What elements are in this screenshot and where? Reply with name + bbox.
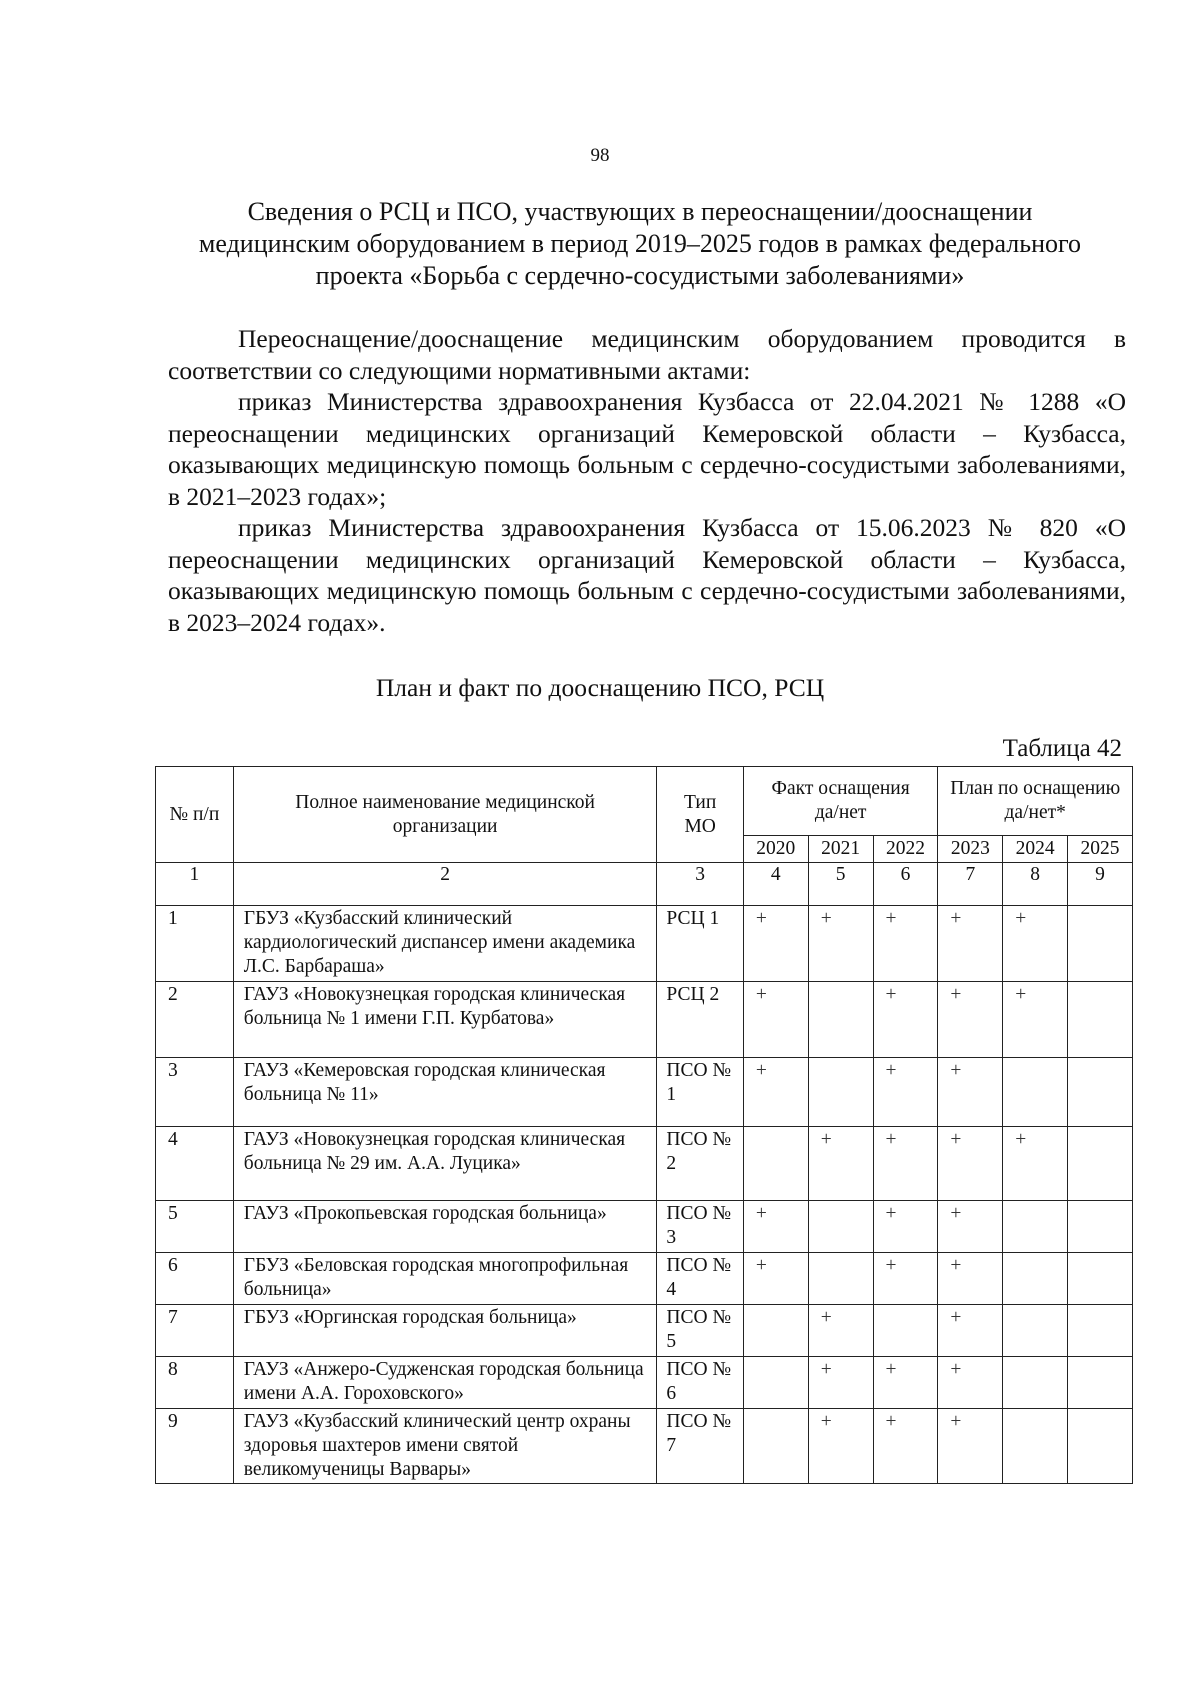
- equipment-mark: [1068, 1058, 1133, 1127]
- equipment-mark: [1003, 1253, 1068, 1305]
- header-year: 2023: [938, 836, 1003, 863]
- organization-type: РСЦ 1: [657, 906, 743, 982]
- title-line: проекта «Борьба с сердечно-сосудистыми заболеваниями»: [315, 261, 965, 290]
- equipment-mark: +: [873, 1409, 938, 1484]
- intro-paragraph: Переоснащение/дооснащение медицинским оборудованием проводится в соответствии со следующими нормативными актами:: [168, 324, 1126, 385]
- row-number: 6: [156, 1253, 234, 1305]
- header-fact: Факт оснащения да/нет: [743, 767, 938, 836]
- organization-name: ГАУЗ «Кузбасский клинический центр охраны здоровья шахтеров имени святой великомученицы Варвары»: [233, 1409, 657, 1484]
- equipment-mark: +: [743, 1058, 808, 1127]
- equipment-mark: +: [1003, 1127, 1068, 1201]
- equipment-mark: +: [808, 1357, 873, 1409]
- row-number: 7: [156, 1305, 234, 1357]
- organization-type: ПСО № 3: [657, 1201, 743, 1253]
- equipment-mark: [873, 1305, 938, 1357]
- equipment-mark: +: [873, 982, 938, 1058]
- equipment-mark: [1068, 1253, 1133, 1305]
- organization-name: ГАУЗ «Новокузнецкая городская клиническая больница № 29 им. А.А. Луцика»: [233, 1127, 657, 1201]
- organization-type: ПСО № 2: [657, 1127, 743, 1201]
- row-number: 9: [156, 1409, 234, 1484]
- organization-name: ГАУЗ «Анжеро-Судженская городская больница имени А.А. Гороховского»: [233, 1357, 657, 1409]
- column-number: 8: [1003, 863, 1068, 906]
- equipment-mark: [1003, 1409, 1068, 1484]
- equipment-mark: [808, 1253, 873, 1305]
- equipment-mark: [1068, 906, 1133, 982]
- table-row: [156, 1253, 1133, 1305]
- equipment-mark: +: [873, 1058, 938, 1127]
- organization-type: ПСО № 5: [657, 1305, 743, 1357]
- equipment-mark: +: [1003, 906, 1068, 982]
- page-number: 98: [590, 145, 610, 166]
- table-row: [156, 906, 1133, 982]
- equipment-mark: +: [873, 1201, 938, 1253]
- column-number-row: [156, 863, 1133, 906]
- order-paragraph-1: приказ Министерства здравоохранения Кузбасса от 22.04.2021 № 1288 «О переоснащении медицинских организаций Кемеровской области – Кузбасса, оказывающих медицинскую помощь больным с сердечно-сосудистыми заболеваниями, в 2021–2023 годах»;: [168, 387, 1126, 511]
- equipment-mark: +: [873, 1357, 938, 1409]
- equipment-mark: [1003, 1058, 1068, 1127]
- equipment-mark: +: [808, 1305, 873, 1357]
- header-year: 2025: [1068, 836, 1133, 863]
- title-line: Сведения о РСЦ и ПСО, участвующих в переоснащении/дооснащении: [247, 197, 1033, 226]
- equipment-mark: +: [938, 982, 1003, 1058]
- equipment-mark: +: [938, 1058, 1003, 1127]
- equipment-mark: [1003, 1305, 1068, 1357]
- equipment-mark: +: [808, 906, 873, 982]
- equipment-mark: [808, 1201, 873, 1253]
- organization-name: ГАУЗ «Новокузнецкая городская клиническая больница № 1 имени Г.П. Курбатова»: [233, 982, 657, 1058]
- equipment-mark: +: [938, 1409, 1003, 1484]
- row-number: 2: [156, 982, 234, 1058]
- equipment-mark: [743, 1127, 808, 1201]
- column-number: 4: [743, 863, 808, 906]
- table-row: [156, 982, 1133, 1058]
- organization-name: ГБУЗ «Кузбасский клинический кардиологический диспансер имени академика Л.С. Барбараша»: [233, 906, 657, 982]
- column-number: 5: [808, 863, 873, 906]
- header-plan: План по оснащению да/нет*: [938, 767, 1133, 836]
- equipment-mark: +: [938, 906, 1003, 982]
- equipment-mark: +: [938, 1201, 1003, 1253]
- organization-name: ГБУЗ «Юргинская городская больница»: [233, 1305, 657, 1357]
- column-number: 3: [657, 863, 743, 906]
- equipment-mark: [1068, 982, 1133, 1058]
- organization-type: РСЦ 2: [657, 982, 743, 1058]
- row-number: 1: [156, 906, 234, 982]
- equipment-mark: [743, 1305, 808, 1357]
- organization-type: ПСО № 7: [657, 1409, 743, 1484]
- header-year: 2020: [743, 836, 808, 863]
- equipment-mark: [743, 1357, 808, 1409]
- organization-type: ПСО № 4: [657, 1253, 743, 1305]
- equipment-mark: [1003, 1201, 1068, 1253]
- equipment-mark: [1068, 1409, 1133, 1484]
- table-row: [156, 1058, 1133, 1127]
- document-title: [150, 196, 1130, 292]
- header-row: [156, 767, 1133, 836]
- header-no: № п/п: [156, 767, 234, 863]
- column-number: 1: [156, 863, 234, 906]
- equipment-mark: [743, 1409, 808, 1484]
- body-text: [168, 323, 1126, 638]
- equipment-mark: +: [808, 1127, 873, 1201]
- order-paragraph-2: приказ Министерства здравоохранения Кузбасса от 15.06.2023 № 820 «О переоснащении медицинских организаций Кемеровской области – Кузбасса, оказывающих медицинскую помощь больным с сердечно-сосудистыми заболеваниями, в 2023–2024 годах».: [168, 513, 1126, 637]
- row-number: 5: [156, 1201, 234, 1253]
- equipment-mark: +: [743, 906, 808, 982]
- table-row: [156, 1127, 1133, 1201]
- equipment-mark: [1003, 1357, 1068, 1409]
- equipment-mark: [1068, 1127, 1133, 1201]
- column-number: 7: [938, 863, 1003, 906]
- organization-name: ГАУЗ «Прокопьевская городская больница»: [233, 1201, 657, 1253]
- column-number: 6: [873, 863, 938, 906]
- table-row: [156, 1201, 1133, 1253]
- equipment-mark: [1068, 1357, 1133, 1409]
- row-number: 4: [156, 1127, 234, 1201]
- organization-type: ПСО № 1: [657, 1058, 743, 1127]
- equipment-mark: +: [873, 1127, 938, 1201]
- column-number: 9: [1068, 863, 1133, 906]
- table-subtitle: План и факт по дооснащению ПСО, РСЦ: [375, 673, 825, 702]
- equipment-mark: +: [743, 1253, 808, 1305]
- equipment-mark: +: [743, 1201, 808, 1253]
- equipment-mark: [808, 1058, 873, 1127]
- organization-type: ПСО № 6: [657, 1357, 743, 1409]
- table-label: Таблица 42: [1002, 735, 1122, 762]
- header-year: 2024: [1003, 836, 1068, 863]
- column-number: 2: [233, 863, 657, 906]
- equipment-mark: +: [1003, 982, 1068, 1058]
- table-row: [156, 1409, 1133, 1484]
- equipment-mark: +: [873, 906, 938, 982]
- equipment-mark: +: [808, 1409, 873, 1484]
- equipment-mark: [1068, 1305, 1133, 1357]
- equipment-mark: +: [873, 1253, 938, 1305]
- equipment-mark: +: [938, 1305, 1003, 1357]
- equipment-mark: +: [743, 982, 808, 1058]
- table-row: [156, 1357, 1133, 1409]
- equipment-mark: [1068, 1201, 1133, 1253]
- organization-name: ГБУЗ «Беловская городская многопрофильная больница»: [233, 1253, 657, 1305]
- header-year: 2022: [873, 836, 938, 863]
- header-type: Тип МО: [657, 767, 743, 863]
- equipment-mark: +: [938, 1357, 1003, 1409]
- equipment-mark: [808, 982, 873, 1058]
- row-number: 3: [156, 1058, 234, 1127]
- header-year: 2021: [808, 836, 873, 863]
- equipment-mark: +: [938, 1127, 1003, 1201]
- organization-name: ГАУЗ «Кемеровская городская клиническая больница № 11»: [233, 1058, 657, 1127]
- header-name: Полное наименование медицинской организации: [233, 767, 657, 863]
- equipment-mark: +: [938, 1253, 1003, 1305]
- table-row: [156, 1305, 1133, 1357]
- equipment-table: [155, 766, 1133, 1484]
- row-number: 8: [156, 1357, 234, 1409]
- title-line: медицинским оборудованием в период 2019–2025 годов в рамках федерального: [198, 229, 1082, 258]
